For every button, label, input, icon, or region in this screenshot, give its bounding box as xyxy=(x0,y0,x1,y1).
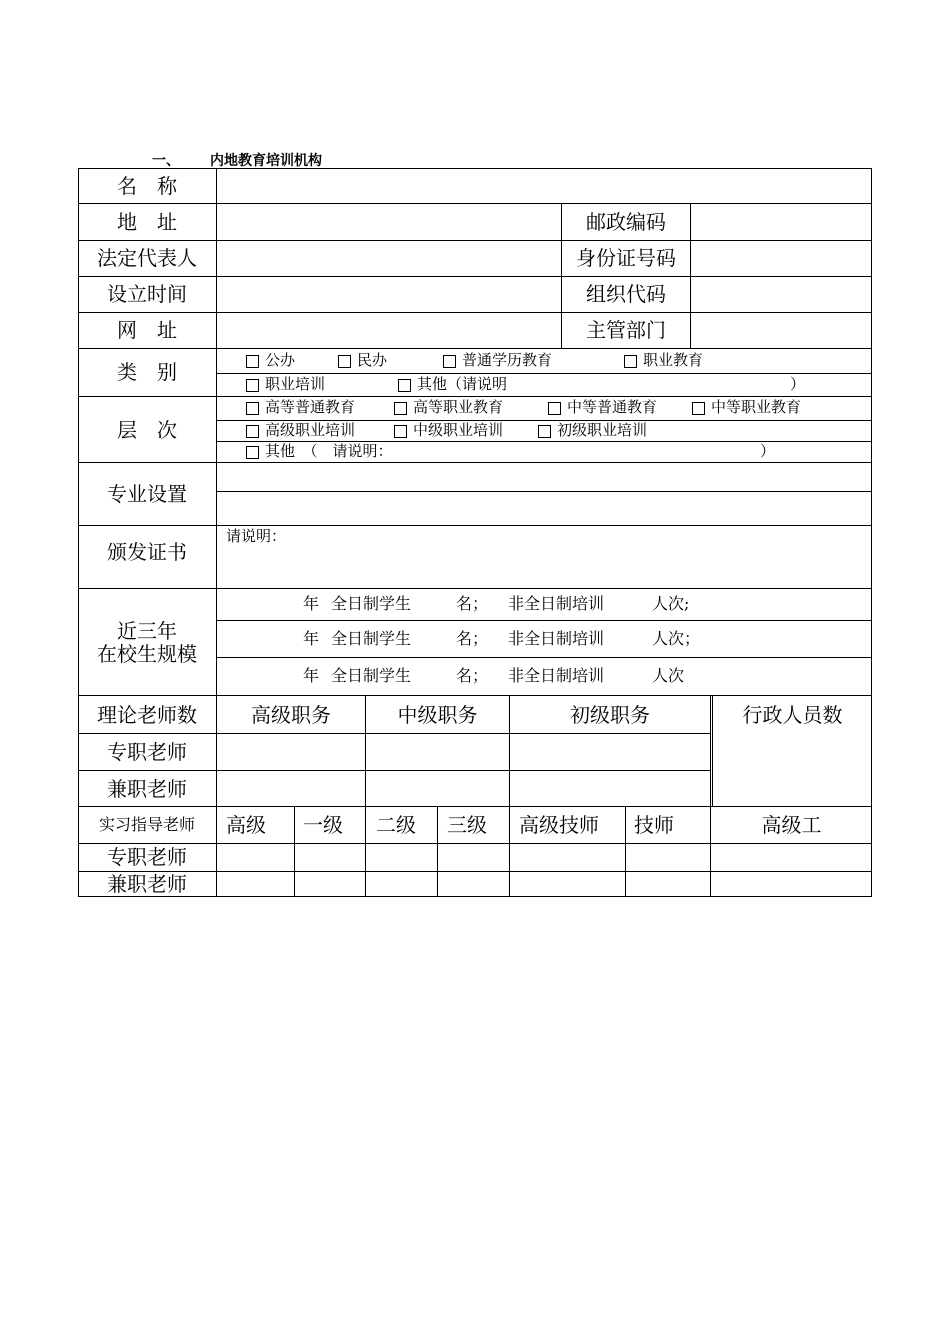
checkbox-icon xyxy=(246,446,259,459)
theory-header-senior: 高级职务 xyxy=(251,703,331,727)
level-option-other[interactable]: 其他 （ 请说明： xyxy=(246,444,393,459)
theory-parttime-label: 兼职老师 xyxy=(107,777,187,801)
checkbox-icon xyxy=(398,379,411,392)
practice-header-senior-technician: 高级技师 xyxy=(519,813,599,837)
major-label: 专业设置 xyxy=(107,482,187,506)
checkbox-icon xyxy=(246,402,259,415)
checkbox-icon xyxy=(692,402,705,415)
checkbox-icon xyxy=(394,402,407,415)
category-option-private[interactable]: 民办 xyxy=(338,353,387,368)
level-close-paren: ） xyxy=(760,442,776,460)
level-option-intermediate-training[interactable]: 中级职业培训 xyxy=(394,423,503,438)
section-number: 一、 xyxy=(152,153,180,169)
level-option-secondary-vocational[interactable]: 中等职业教育 xyxy=(692,400,801,415)
section-heading xyxy=(152,150,322,170)
website-label: 网 址 xyxy=(117,318,177,342)
level-option-basic-training[interactable]: 初级职业培训 xyxy=(538,423,647,438)
name-label: 名 称 xyxy=(117,174,177,198)
theory-header-junior: 初级职务 xyxy=(570,703,650,727)
theory-header-admin: 行政人员数 xyxy=(742,703,843,727)
level-label: 层 次 xyxy=(117,418,177,442)
enrollment-label-line2: 在校生规模 xyxy=(97,642,197,666)
section-title: 内地教育培训机构 xyxy=(210,153,322,169)
org-code-label: 组织代码 xyxy=(586,282,666,306)
certificate-label: 颁发证书 xyxy=(107,540,187,564)
enrollment-year: 年 xyxy=(303,629,320,648)
checkbox-icon xyxy=(538,425,551,438)
enrollment-count-unit: 人次; xyxy=(652,594,690,613)
id-number-label: 身份证号码 xyxy=(576,246,676,270)
practice-header-grade2: 二级 xyxy=(376,813,416,837)
checkbox-icon xyxy=(548,402,561,415)
enrollment-fulltime-label: 全日制学生 xyxy=(331,666,412,685)
practice-header-grade1: 一级 xyxy=(303,813,343,837)
enrollment-count-unit: 人次 xyxy=(652,666,685,685)
enrollment-label-line1: 近三年 xyxy=(117,619,177,643)
practice-header-senior-worker: 高级工 xyxy=(761,813,822,837)
checkbox-icon xyxy=(246,379,259,392)
checkbox-icon xyxy=(624,355,637,368)
checkbox-icon xyxy=(338,355,351,368)
enrollment-parttime-label: 非全日制培训 xyxy=(508,666,605,685)
address-label: 地 址 xyxy=(117,210,177,234)
checkbox-icon xyxy=(246,355,259,368)
enrollment-unit: 名； xyxy=(456,594,489,613)
level-option-higher-vocational[interactable]: 高等职业教育 xyxy=(394,400,503,415)
registration-form xyxy=(78,168,872,897)
level-option-secondary-general[interactable]: 中等普通教育 xyxy=(548,400,657,415)
enrollment-parttime-label: 非全日制培训 xyxy=(508,629,605,648)
category-option-vocational[interactable]: 职业教育 xyxy=(624,353,703,368)
theory-teachers-label: 理论老师数 xyxy=(97,703,197,727)
category-option-public[interactable]: 公办 xyxy=(246,353,295,368)
enrollment-fulltime-label: 全日制学生 xyxy=(331,594,412,613)
level-option-higher-general[interactable]: 高等普通教育 xyxy=(246,400,355,415)
level-option-advanced-training[interactable]: 高级职业培训 xyxy=(246,423,355,438)
enrollment-unit: 名； xyxy=(456,666,489,685)
practice-fulltime-label: 专职老师 xyxy=(107,845,187,869)
checkbox-icon xyxy=(394,425,407,438)
practice-parttime-label: 兼职老师 xyxy=(107,872,187,896)
checkbox-icon xyxy=(246,425,259,438)
enrollment-fulltime-label: 全日制学生 xyxy=(331,629,412,648)
theory-fulltime-label: 专职老师 xyxy=(107,740,187,764)
category-option-vocational-training[interactable]: 职业培训 xyxy=(246,377,325,392)
enrollment-parttime-label: 非全日制培训 xyxy=(508,594,605,613)
enrollment-unit: 名； xyxy=(456,629,489,648)
category-label: 类 别 xyxy=(117,360,177,384)
legal-representative-label: 法定代表人 xyxy=(97,246,197,270)
enrollment-year: 年 xyxy=(303,666,320,685)
checkbox-icon xyxy=(443,355,456,368)
enrollment-year: 年 xyxy=(303,594,320,613)
practice-instructors-label: 实习指导老师 xyxy=(98,815,195,834)
enrollment-count-unit: 人次； xyxy=(652,629,701,648)
postcode-label: 邮政编码 xyxy=(586,210,666,234)
authority-label: 主管部门 xyxy=(586,318,666,342)
category-option-other[interactable]: 其他（请说明 xyxy=(398,377,507,392)
practice-header-senior: 高级 xyxy=(226,813,266,837)
founded-label: 设立时间 xyxy=(107,282,187,306)
theory-header-intermediate: 中级职务 xyxy=(397,703,478,727)
practice-header-grade3: 三级 xyxy=(447,813,487,837)
certificate-note: 请说明： xyxy=(226,527,287,545)
category-close-paren: ） xyxy=(790,375,806,393)
category-option-academic[interactable]: 普通学历教育 xyxy=(443,353,552,368)
practice-header-technician: 技师 xyxy=(634,813,674,837)
